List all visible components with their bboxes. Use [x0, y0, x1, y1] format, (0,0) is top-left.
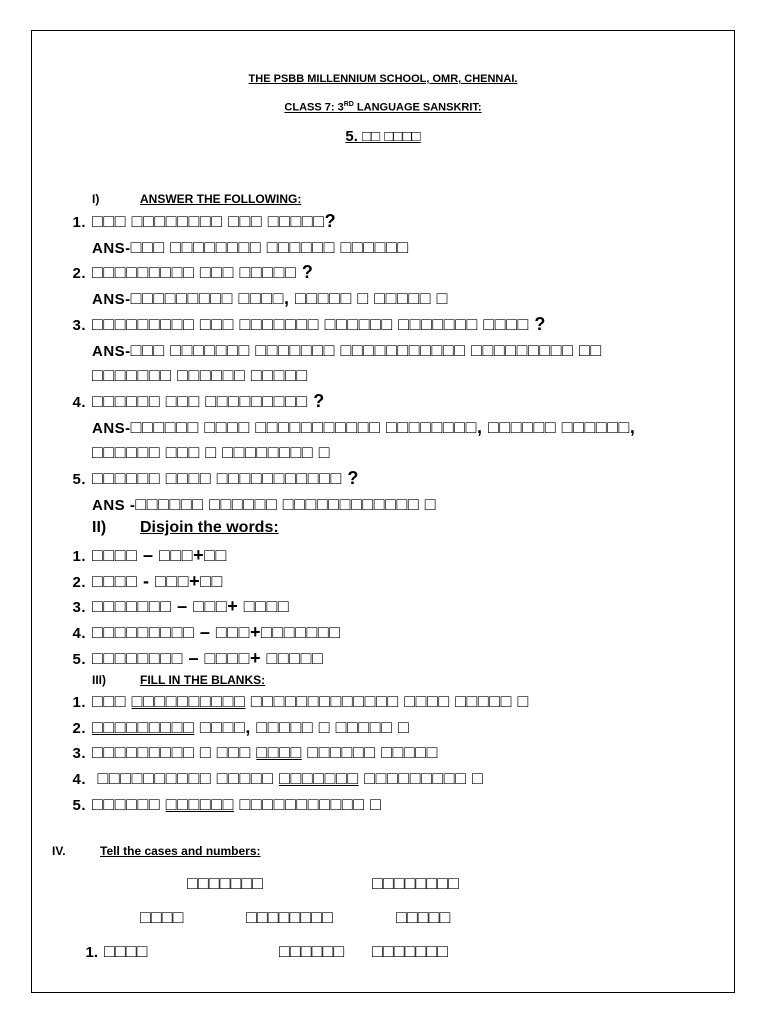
disjoin-1-text: □□□□ – □□□+□□: [92, 545, 227, 565]
a4-line-2: □□□□□□ □□□ □ □□□□□□□□ □: [92, 442, 331, 462]
blank-5: [64, 794, 381, 815]
cases-row-1-word: □□□□: [104, 941, 148, 961]
disjoin-5-text: □□□□□□□□ – □□□□+ □□□□□: [92, 648, 324, 668]
worksheet-page: [31, 30, 735, 993]
disjoin-4-number: 4.: [72, 625, 86, 642]
blank-4-answer: □□□□□□□: [279, 768, 359, 788]
cases-row-header-1: □□□□: [140, 907, 184, 927]
blank-3-pre: □□□□□□□□□ □ □□□: [92, 742, 257, 762]
a3-line: [92, 340, 602, 361]
q4-text: □□□□□□ □□□ □□□□□□□□□ ?: [92, 391, 325, 411]
a2-line: [92, 288, 448, 309]
q2-text: □□□□□□□□□ □□□ □□□□□ ?: [92, 262, 314, 282]
disjoin-1-number: 1.: [72, 548, 86, 565]
class-line: [32, 101, 734, 114]
section2-roman: II): [92, 519, 107, 536]
a5-text: □□□□□□ □□□□□□ □□□□□□□□□□□□ □: [135, 494, 437, 514]
q3-line: [64, 314, 546, 335]
blank-2-number: 2.: [72, 720, 86, 737]
class-prefix: CLASS 7: 3: [284, 101, 344, 114]
blank-5-pre: □□□□□□: [92, 794, 166, 814]
blank-1-number: 1.: [72, 694, 86, 711]
cases-col-header-1: □□□□□□□: [187, 873, 264, 893]
blank-3: [64, 742, 438, 763]
a3-text: □□□ □□□□□□□ □□□□□□□ □□□□□□□□□□□ □□□□□□□□□ □□: [130, 340, 602, 360]
a1-text: □□□ □□□□□□□□ □□□□□□ □□□□□□: [130, 237, 409, 257]
disjoin-3: [64, 596, 289, 617]
lesson-title: 5. □□ □□□□: [345, 128, 421, 145]
q4-number: 4.: [72, 394, 86, 411]
q3-number: 3.: [72, 317, 86, 334]
blank-4: [64, 768, 483, 789]
cases-col-header-2: □□□□□□□□: [372, 873, 459, 893]
q5-number: 5.: [72, 471, 86, 488]
blank-1-pre: □□□: [92, 691, 132, 711]
q3-text: □□□□□□□□□ □□□ □□□□□□□ □□□□□□ □□□□□□□ □□□□ ?: [92, 314, 546, 334]
section2-title: Disjoin the words:: [140, 519, 279, 536]
blank-1-post: □□□□□□□□□□□□□ □□□□ □□□□□ □: [245, 691, 529, 711]
a5-label: ANS -: [92, 497, 136, 514]
a1-line: [92, 237, 409, 258]
a3-line-2: □□□□□□□ □□□□□□ □□□□□: [92, 365, 308, 385]
cases-row-header-3: □□□□□: [396, 907, 451, 927]
cases-row-1: [76, 941, 148, 962]
a3-label: ANS-: [92, 343, 131, 360]
disjoin-2: [64, 571, 223, 592]
blank-5-number: 5.: [72, 797, 86, 814]
q2-number: 2.: [72, 265, 86, 282]
q5-line: [64, 468, 359, 489]
disjoin-3-text: □□□□□□□ – □□□+ □□□□: [92, 596, 290, 616]
section1-title: ANSWER THE FOLLOWING:: [140, 192, 302, 206]
disjoin-5-number: 5.: [72, 651, 86, 668]
q4-line: [64, 391, 325, 412]
blank-3-number: 3.: [72, 745, 86, 762]
blank-1-answer: □□□□□□□□□□: [131, 691, 246, 711]
q1-text: □□□ □□□□□□□□ □□□ □□□□□?: [92, 211, 337, 231]
a4-label: ANS-: [92, 420, 131, 437]
q5-text: □□□□□□ □□□□ □□□□□□□□□□□ ?: [92, 468, 359, 488]
a2-label: ANS-: [92, 291, 131, 308]
blank-3-answer: □□□□: [256, 742, 302, 762]
school-name: THE PSBB MILLENNIUM SCHOOL, OMR, CHENNAI.: [248, 73, 518, 85]
blank-2-post: □□□□, □□□□□ □ □□□□□ □: [194, 717, 410, 737]
a5-line: [92, 494, 436, 515]
a1-label: ANS-: [92, 240, 131, 257]
q1-line: [64, 211, 336, 232]
cases-row-header-2: □□□□□□□□: [246, 907, 333, 927]
blank-4-post: □□□□□□□□□ □: [358, 768, 484, 788]
blank-5-post: □□□□□□□□□□□ □: [233, 794, 382, 814]
class-superscript: RD: [343, 101, 354, 108]
blank-1: [64, 691, 529, 712]
cases-row-1-case: □□□□□□: [279, 941, 345, 961]
disjoin-1: [64, 545, 227, 566]
section1-roman: I): [92, 192, 100, 206]
disjoin-2-number: 2.: [72, 574, 86, 591]
blank-4-pre: □□□□□□□□□□ □□□□□: [92, 768, 280, 788]
cases-row-1-number: 1.: [85, 944, 98, 961]
disjoin-5: [64, 648, 323, 669]
blank-2-answer: □□□□□□□□□: [92, 717, 195, 737]
a2-text: □□□□□□□□□ □□□□, □□□□□ □ □□□□□ □: [130, 288, 448, 308]
disjoin-4: [64, 622, 341, 643]
section4-roman: IV.: [52, 844, 66, 858]
a4-text: □□□□□□ □□□□ □□□□□□□□□□□ □□□□□□□□, □□□□□□ □□□□□□,: [130, 417, 636, 437]
class-suffix: LANGUAGE SANSKRIT:: [353, 101, 482, 114]
section3-roman: III): [92, 673, 106, 687]
cases-row-1-number-value: □□□□□□□: [372, 941, 449, 961]
section3-title: FILL IN THE BLANKS:: [140, 673, 266, 687]
disjoin-3-number: 3.: [72, 599, 86, 616]
blank-4-number: 4.: [72, 771, 86, 788]
section4-title: Tell the cases and numbers:: [100, 844, 261, 858]
blank-3-post: □□□□□□ □□□□□: [301, 742, 438, 762]
disjoin-4-text: □□□□□□□□□ – □□□+□□□□□□□: [92, 622, 341, 642]
blank-5-answer: □□□□□□: [165, 794, 234, 814]
disjoin-2-text: □□□□ - □□□+□□: [92, 571, 223, 591]
blank-2: [64, 717, 409, 738]
a4-line: [92, 417, 635, 438]
q1-number: 1.: [72, 214, 86, 231]
q2-line: [64, 262, 313, 283]
